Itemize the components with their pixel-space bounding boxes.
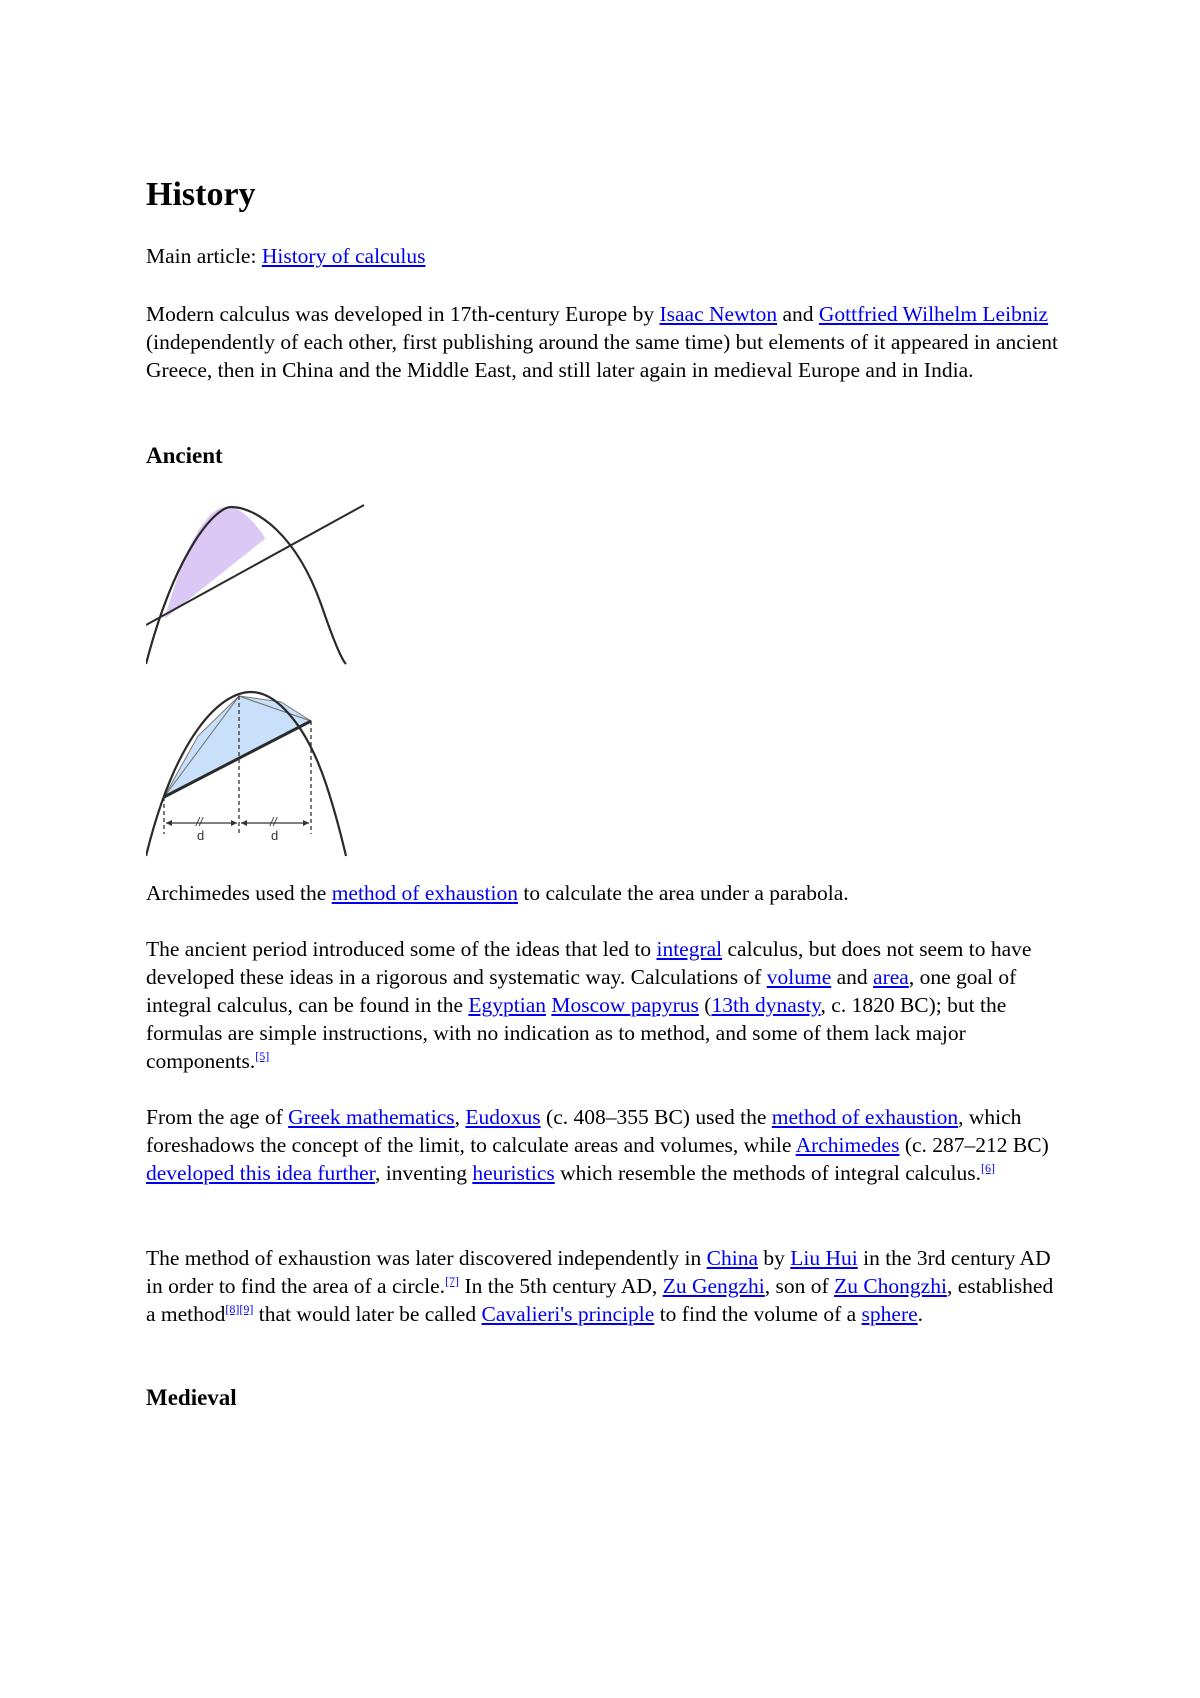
egyptian-link[interactable]: Egyptian [468,993,547,1017]
zu-gengzhi-link[interactable]: Zu Gengzhi [662,1274,765,1298]
arrowhead [231,820,237,826]
tick-mark-right: // [270,815,277,829]
p2-text-2: , [454,1105,466,1129]
distance-label-left: d [197,828,205,843]
p3-text-8: to find the volume of a [654,1302,862,1326]
reference-7-link[interactable]: [7] [445,1273,460,1288]
medieval-heading: Medieval [146,1385,237,1410]
area-link[interactable]: area [873,965,909,989]
integral-link[interactable]: integral [656,937,723,961]
gottfried-leibniz-link[interactable]: Gottfried Wilhelm Leibniz [818,302,1049,326]
heuristics-link[interactable]: heuristics [472,1161,555,1185]
p1-text-2: calculus, but does not seem to have developed these ideas in a rigorous and systematic way. Calculations of [146,937,1032,989]
ancient-paragraph-1 [146,935,1066,1075]
p1-text-4: , one goal of integral calculus, can be found in the [146,965,1017,1017]
archimedes-link[interactable]: Archimedes [795,1133,900,1157]
arrowhead [241,820,247,826]
moscow-papyrus-link[interactable]: Moscow papyrus [551,993,699,1017]
p3-text-4: In the 5th century AD, [459,1274,663,1298]
p1-text-7: , c. 1820 BC); but the formulas are simple instructions, with no indication as to method, and some of them lack major components. [146,993,1007,1073]
caption-text-2: to calculate the area under a parabola. [518,881,849,905]
p3-text-2: by [758,1246,791,1270]
developed-this-idea-further-link[interactable]: developed this idea further [146,1161,375,1185]
13th-dynasty-link[interactable]: 13th dynasty [711,993,821,1017]
reference-5 [255,1049,269,1063]
ancient-paragraph-2 [146,1103,1066,1187]
parabola-segment-fill [165,507,266,619]
method-of-exhaustion-link-2[interactable]: method of exhaustion [771,1105,959,1129]
p1-text-6: ( [698,993,712,1017]
p3-text-7: that would later be called [253,1302,482,1326]
ancient-heading: Ancient [146,443,223,468]
article-content [146,172,1066,1410]
main-article-hatnote [146,242,425,270]
liu-hui-link[interactable]: Liu Hui [790,1246,858,1270]
zu-chongzhi-link[interactable]: Zu Chongzhi [834,1274,947,1298]
reference-5-link[interactable]: [5] [255,1048,270,1063]
p2-text-7: which resemble the methods of integral calculus. [554,1161,982,1185]
intro-paragraph [146,300,1066,384]
intro-text-1: Modern calculus was developed in 17th-century Europe by [146,302,660,326]
volume-link[interactable]: volume [766,965,832,989]
figure-caption [146,879,849,907]
hatnote-prefix: Main article: [146,244,262,268]
history-of-calculus-link[interactable]: History of calculus [261,244,426,268]
china-link[interactable]: China [706,1246,758,1270]
reference-7 [445,1274,459,1288]
reference-6 [981,1161,995,1175]
p3-text-3: in the 3rd century AD in order to find the area of a circle. [146,1246,1051,1298]
p2-text-4: , which foreshadows the concept of the limit, to calculate areas and volumes, while [146,1105,1022,1157]
arrowhead [166,820,172,826]
parabola-segment-diagram [146,505,364,664]
p3-text-1: The method of exhaustion was later discovered independently in [146,1246,707,1270]
reference-9-link[interactable]: [9] [239,1301,254,1316]
p3-text-6: , established a method [146,1274,1054,1326]
p2-text-1: From the age of [146,1105,289,1129]
secant-line [146,505,364,625]
eudoxus-link[interactable]: Eudoxus [465,1105,541,1129]
intro-text-2: and [777,302,819,326]
p2-text-6: , inventing [374,1161,473,1185]
reference-6-link[interactable]: [6] [981,1160,996,1175]
intro-text-3: (independently of each other, first publishing around the same time) but elements of it appeared in ancient Greece, then in China and the Middle East, and still later again in medieval Europe and in India. [146,330,1058,382]
reference-8-9 [225,1302,253,1316]
p3-text-9: . [917,1302,924,1326]
reference-8-link[interactable]: [8] [225,1301,240,1316]
p2-text-3: (c. 408–355 BC) used the [540,1105,772,1129]
arrowhead [303,820,309,826]
cavalieris-principle-link[interactable]: Cavalieri's principle [481,1302,655,1326]
p1-text-1: The ancient period introduced some of the ideas that led to [146,937,657,961]
p3-text-5: , son of [764,1274,835,1298]
parabola-exhaustion-figure [146,494,386,884]
inscribed-triangles-diagram [146,692,346,856]
p1-text-3: and [831,965,874,989]
isaac-newton-link[interactable]: Isaac Newton [659,302,778,326]
ancient-paragraph-3 [146,1244,1066,1328]
section-title: History [146,176,256,213]
caption-text-1: Archimedes used the [146,881,332,905]
sphere-link[interactable]: sphere [861,1302,918,1326]
distance-label-right: d [271,828,279,843]
tick-mark-left: // [196,815,203,829]
p2-text-5: (c. 287–212 BC) [899,1133,1049,1157]
method-of-exhaustion-link[interactable]: method of exhaustion [331,881,518,905]
greek-mathematics-link[interactable]: Greek mathematics [288,1105,455,1129]
